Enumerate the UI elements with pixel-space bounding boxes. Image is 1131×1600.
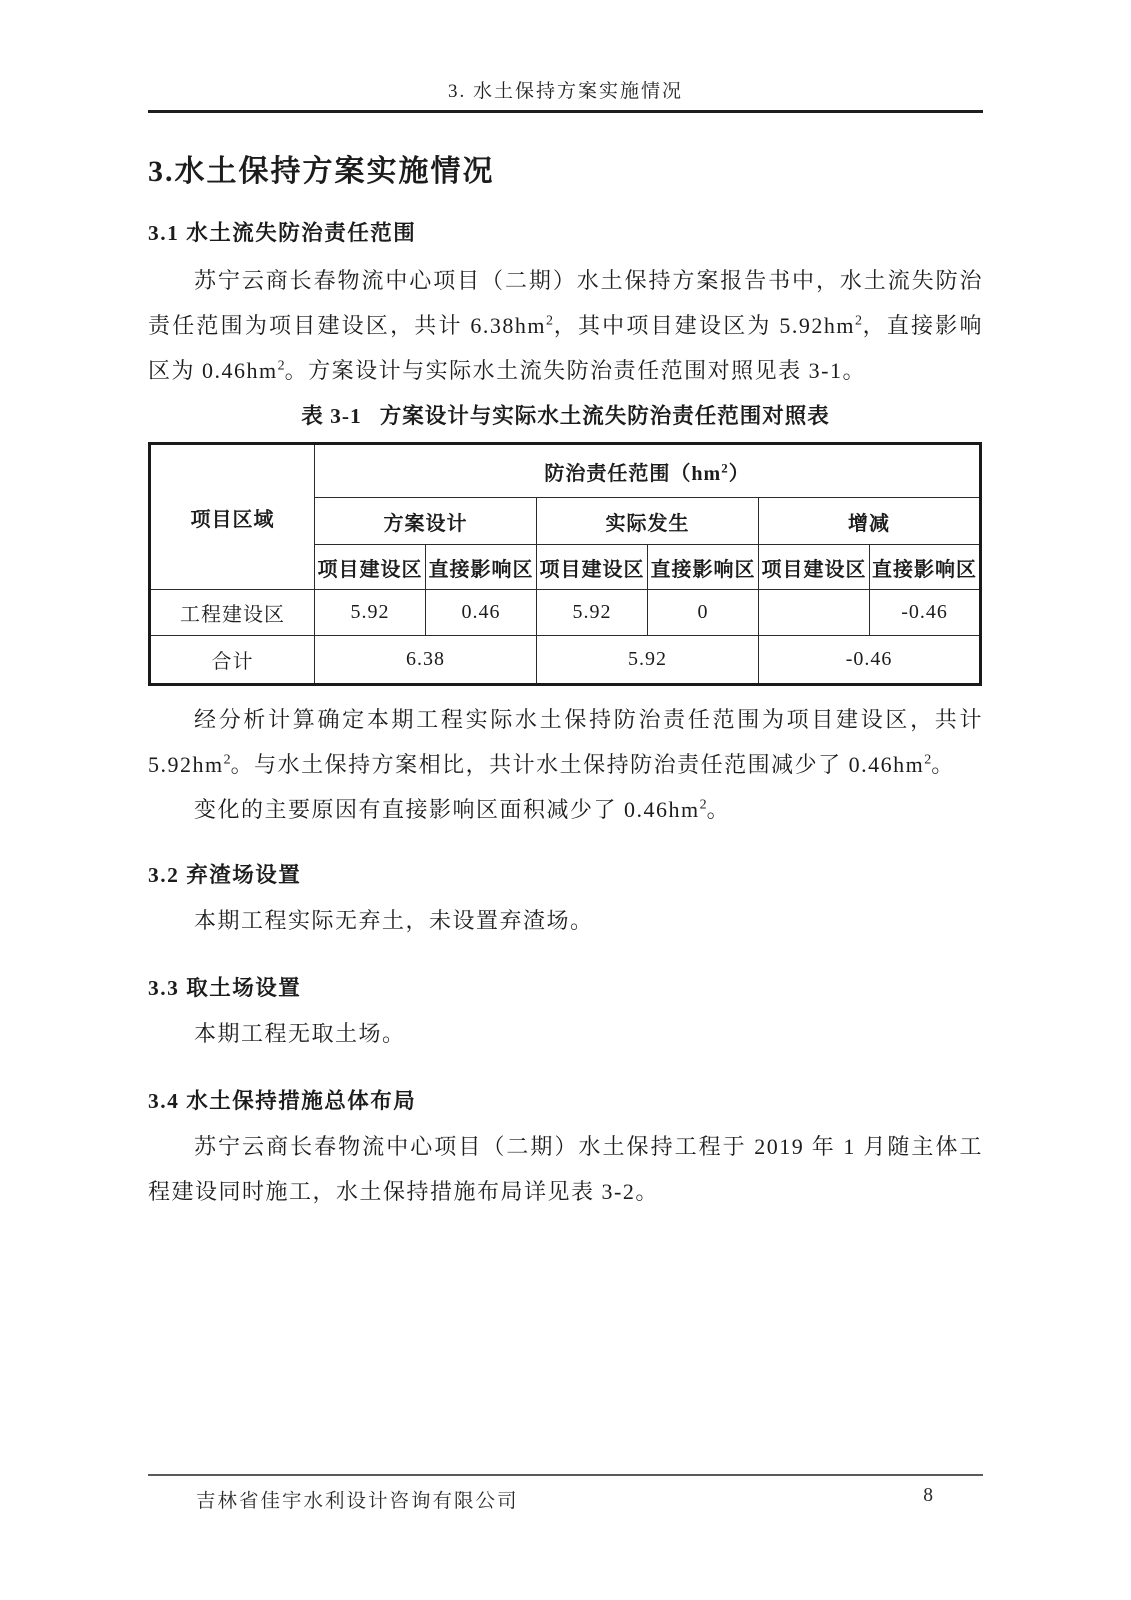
table-row-total: [150, 636, 981, 685]
table-cell: 5.92: [315, 590, 426, 636]
table-caption: [148, 399, 983, 430]
group-header-change: 增减: [759, 498, 981, 545]
table-cell-total-plan: 6.38: [315, 636, 537, 685]
span-header-close: ）: [728, 462, 750, 485]
row-label: 合计: [150, 636, 315, 685]
paragraph-text: 变化的主要原因有直接影响区面积减少了 0.46hm: [194, 797, 700, 822]
paragraph-change-reason: [148, 787, 983, 832]
paragraph-text: 苏宁云商长春物流中心项目（二期）水土保持方案报告书中，水土流失防治责任范围为项目建设区，共计 6.38hm: [148, 268, 983, 338]
superscript: 2: [223, 752, 231, 768]
superscript: 2: [699, 797, 707, 813]
paragraph-analysis: [148, 697, 983, 787]
paragraph-text: 经分析计算确定本期工程实际水土保持防治责任范围为项目建设区，共计 5.92hm: [148, 707, 983, 777]
paragraph-text: ，直接影响区为 0.46hm: [148, 313, 983, 383]
row-label: 工程建设区: [150, 590, 315, 636]
superscript: 2: [854, 313, 862, 329]
subcol-header: 直接影响区: [870, 545, 981, 590]
table-cell: 0: [648, 590, 759, 636]
subcol-header: 项目建设区: [759, 545, 870, 590]
table-caption-text: 方案设计与实际水土流失防治责任范围对照表: [379, 404, 830, 428]
paragraph-text: 。与水土保持方案相比，共计水土保持防治责任范围减少了 0.46hm: [230, 752, 925, 777]
group-header-actual: 实际发生: [537, 498, 759, 545]
paragraph-text: 。: [931, 752, 955, 777]
subcol-header: 项目建设区: [537, 545, 648, 590]
subcol-header: 直接影响区: [648, 545, 759, 590]
paragraph-overall-layout: 苏宁云商长春物流中心项目（二期）水土保持工程于 2019 年 1 月随主体工程建设同时施工，水土保持措施布局详见表 3-2。: [148, 1134, 983, 1204]
table-cell: [759, 590, 870, 636]
footer-company: 吉林省佳宇水利设计咨询有限公司: [196, 1491, 519, 1512]
table-corner-header: 项目区域: [150, 444, 315, 590]
header-rule: [148, 110, 983, 113]
paragraph-text: 。: [706, 797, 731, 822]
table-row-construction-area: [150, 590, 981, 636]
running-header-title: 3. 水土保持方案实施情况: [447, 81, 683, 102]
page-header: [148, 0, 983, 113]
span-header-text: 防治责任范围（hm: [544, 462, 722, 485]
subcol-header: 项目建设区: [315, 545, 426, 590]
paragraph-spoil-ground: 本期工程实际无弃土，未设置弃渣场。: [194, 908, 594, 933]
page-footer: [148, 1474, 983, 1513]
responsibility-comparison-table: [148, 442, 982, 686]
section-heading-3-4: 3.4 水土保持措施总体布局: [148, 1089, 417, 1113]
table-span-header: [315, 444, 981, 498]
table-cell: -0.46: [870, 590, 981, 636]
table-cell: 5.92: [537, 590, 648, 636]
group-header-plan: 方案设计: [315, 498, 537, 545]
table-cell-total-change: -0.46: [759, 636, 981, 685]
superscript: 2: [277, 358, 285, 374]
section-heading-3-2: 3.2 弃渣场设置: [148, 863, 302, 887]
table-cell-total-actual: 5.92: [537, 636, 759, 685]
section-heading-3-3: 3.3 取土场设置: [148, 976, 302, 1000]
table-caption-label: 表 3-1: [301, 404, 362, 428]
page-number: 8: [923, 1485, 935, 1506]
section-heading-3-1: 3.1 水土流失防治责任范围: [148, 221, 417, 245]
superscript: 2: [924, 752, 932, 768]
superscript: 2: [546, 313, 554, 329]
paragraph-text: ，其中项目建设区为 5.92hm: [553, 313, 855, 338]
superscript: 2: [721, 459, 729, 475]
chapter-title: 3.水土保持方案实施情况: [148, 155, 495, 188]
table-row-span-header: [150, 444, 981, 498]
paragraph-borrow-area: 本期工程无取土场。: [194, 1021, 406, 1046]
table-cell: 0.46: [426, 590, 537, 636]
paragraph-text: 。方案设计与实际水土流失防治责任范围对照见表 3-1。: [284, 358, 866, 383]
subcol-header: 直接影响区: [426, 545, 537, 590]
paragraph-responsibility-scope: [148, 258, 983, 393]
